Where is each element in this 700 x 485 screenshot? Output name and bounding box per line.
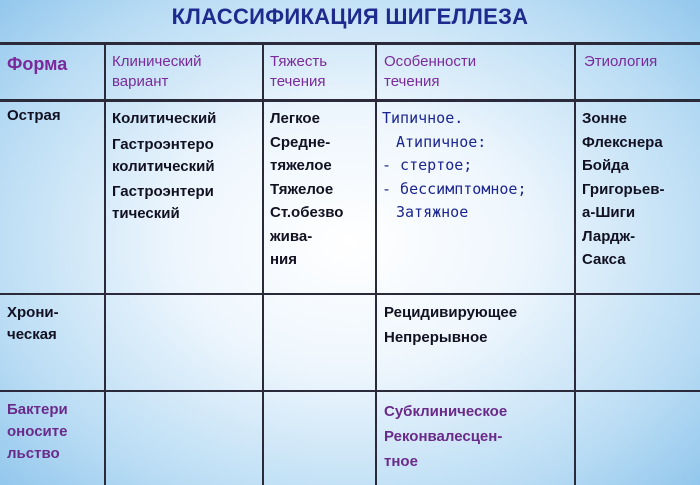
column-divider-3 <box>375 42 377 485</box>
header-form: Форма <box>7 54 68 74</box>
header-severity <box>270 52 327 92</box>
acute-severity-2: Средне- <box>270 133 331 151</box>
acute-clinical-5: тический <box>112 205 180 222</box>
acute-severity <box>270 107 343 272</box>
acute-severity-1: Легкое <box>270 110 320 127</box>
acute-clinical <box>112 107 216 225</box>
acute-severity-7: ния <box>270 251 298 268</box>
carrier-features <box>384 399 507 474</box>
acute-features-5: Затяжное <box>396 203 469 221</box>
header-clinical <box>112 52 202 92</box>
chronic-form-1: Хрони- <box>7 304 59 321</box>
header-features <box>384 52 476 92</box>
acute-features-3: - стертое; <box>382 156 473 174</box>
header-severity-line1: Тяжесть <box>270 53 328 70</box>
chronic-features-1: Рецидивирующее <box>384 304 518 321</box>
classification-table <box>0 42 700 485</box>
acute-etiology-1: Зонне <box>582 110 628 127</box>
acute-etiology-6: Лардж- <box>582 227 636 245</box>
header-severity-line2: течения <box>270 73 326 90</box>
chronic-features-2: Непрерывное <box>384 329 488 346</box>
acute-severity-5: Ст.обезво <box>270 204 344 221</box>
acute-etiology-5: а-Шиги <box>582 204 636 221</box>
chronic-form-2: ческая <box>7 326 57 343</box>
acute-etiology-3: Бойда <box>582 157 630 174</box>
header-features-line1: Особенности <box>384 53 477 70</box>
acute-etiology <box>582 107 664 272</box>
acute-clinical-4: Гастроэнтери <box>112 183 214 200</box>
acute-features-2: Атипичное: <box>396 132 487 151</box>
header-features-line2: течения <box>384 73 440 90</box>
page-title: КЛАССИФИКАЦИЯ ШИГЕЛЛЕЗА <box>171 4 529 29</box>
column-divider-2 <box>262 42 264 485</box>
acute-features <box>382 107 527 225</box>
acute-features-4: - бессимптомное; <box>382 179 527 198</box>
acute-clinical-3: колитический <box>112 158 215 175</box>
header-etiology: Этиология <box>584 53 658 70</box>
acute-etiology-7: Сакса <box>582 251 626 268</box>
acute-form: Острая <box>7 107 61 124</box>
carrier-form-3: льство <box>7 445 60 462</box>
carrier-features-1: Субклиническое <box>384 403 508 420</box>
acute-clinical-1: Колитический <box>112 110 217 127</box>
header-clinical-line2: вариант <box>112 73 169 90</box>
acute-features-1: Типичное. <box>382 109 464 127</box>
carrier-form-1: Бактери <box>7 401 68 418</box>
chronic-features <box>384 300 517 350</box>
carrier-form-2: оносите <box>7 423 68 440</box>
acute-etiology-4: Григорьев- <box>582 180 665 198</box>
carrier-features-2: Реконвалесцен- <box>384 428 503 445</box>
acute-clinical-2: Гастроэнтеро <box>112 136 214 153</box>
carrier-form <box>7 399 68 465</box>
acute-etiology-2: Флекснера <box>582 133 663 151</box>
acute-severity-4: Тяжелое <box>270 180 334 198</box>
carrier-features-3: тное <box>384 453 418 470</box>
column-divider-1 <box>104 42 106 485</box>
acute-severity-6: жива- <box>270 227 313 245</box>
header-clinical-line1: Клинический <box>112 53 202 70</box>
acute-severity-3: тяжелое <box>270 157 332 174</box>
chronic-form <box>7 302 59 346</box>
column-divider-4 <box>574 42 576 485</box>
